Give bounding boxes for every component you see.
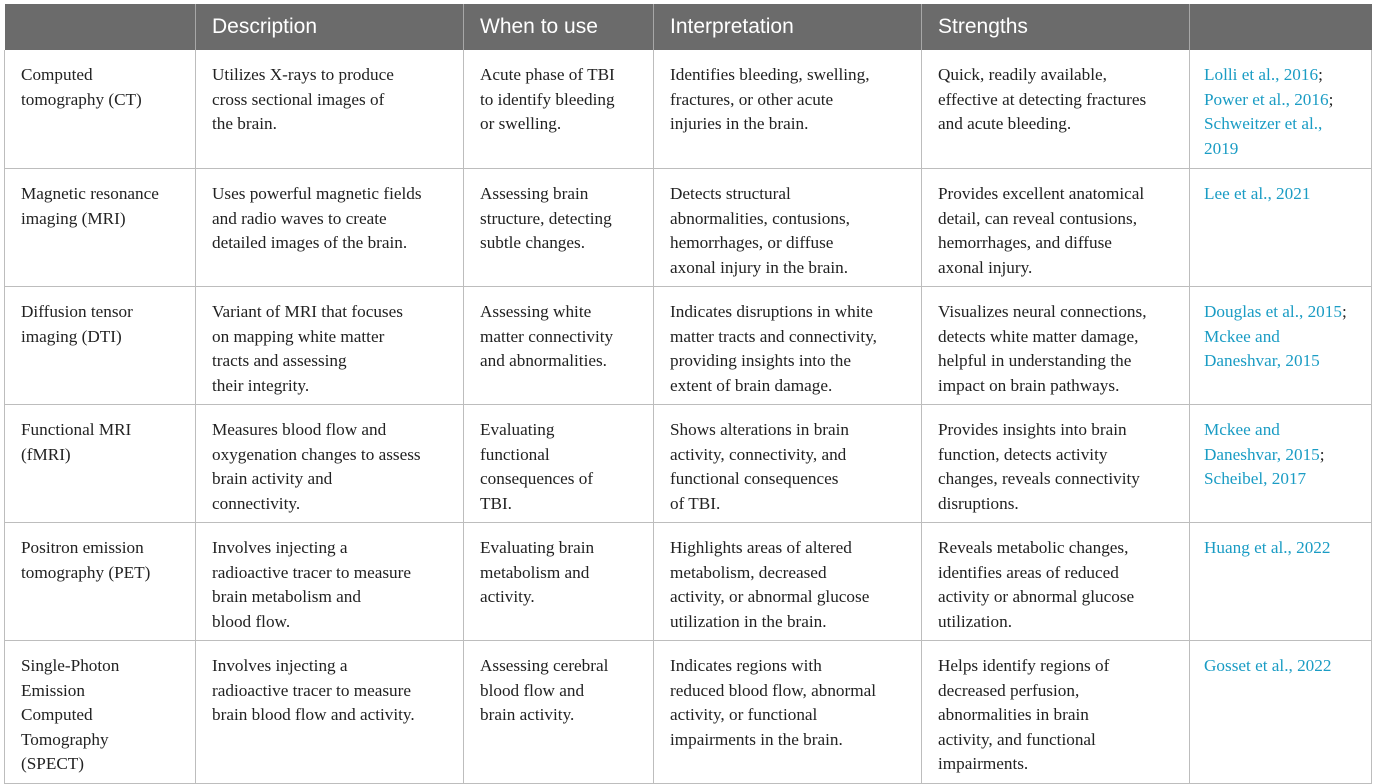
header-interpretation: Interpretation (654, 4, 922, 50)
reference-link[interactable]: Mckee and Daneshvar, 2015 (1204, 326, 1320, 370)
reference-link[interactable]: Power et al., 2016 (1204, 89, 1329, 109)
reference-link[interactable]: Douglas et al., 2015 (1204, 302, 1342, 321)
cell-description: Uses powerful magnetic fields and radio waves to create detailed images of the brain. (196, 169, 464, 287)
cell-interpretation: Shows alterations in brain activity, connectivity, and functional consequences of TBI. (654, 405, 922, 523)
cell-references (1190, 50, 1372, 169)
cell-description: Involves injecting a radioactive tracer to measure brain metabolism and blood flow. (196, 523, 464, 641)
table-header (5, 4, 1372, 50)
cell-when-to-use: Evaluating functional consequences of TBI. (464, 405, 654, 523)
reference-link[interactable]: Mckee and Daneshvar, 2015 (1204, 420, 1320, 464)
header-when-to-use: When to use (464, 4, 654, 50)
cell-technique: Computed tomography (CT) (5, 50, 196, 169)
header-row (5, 4, 1372, 50)
cell-description: Measures blood flow and oxygenation changes to assess brain activity and connectivity. (196, 405, 464, 523)
table-row (5, 641, 1372, 784)
table-body (5, 50, 1372, 784)
cell-when-to-use: Assessing brain structure, detecting subtle changes. (464, 169, 654, 287)
cell-description: Involves injecting a radioactive tracer to measure brain blood flow and activity. (196, 641, 464, 784)
reference-separator: ; (1341, 302, 1347, 321)
cell-references (1190, 523, 1372, 641)
cell-interpretation: Detects structural abnormalities, contusions, hemorrhages, or diffuse axonal injury in the brain. (654, 169, 922, 287)
reference-separator: ; (1328, 89, 1334, 109)
reference-link[interactable]: Gosset et al., 2022 (1204, 656, 1332, 675)
cell-strengths: Reveals metabolic changes, identifies areas of reduced activity or abnormal glucose utilization. (922, 523, 1190, 641)
cell-interpretation: Indicates regions with reduced blood flow, abnormal activity, or functional impairments in the brain. (654, 641, 922, 784)
imaging-techniques-table (4, 4, 1372, 784)
reference-link[interactable]: Lolli et al., 2016 (1204, 65, 1319, 84)
cell-strengths: Helps identify regions of decreased perfusion, abnormalities in brain activity, and functional impairments. (922, 641, 1190, 784)
cell-technique: Single-Photon Emission Computed Tomography (SPECT) (5, 641, 196, 784)
cell-technique: Functional MRI (fMRI) (5, 405, 196, 523)
cell-technique: Positron emission tomography (PET) (5, 523, 196, 641)
cell-strengths: Provides insights into brain function, detects activity changes, reveals connectivity disruptions. (922, 405, 1190, 523)
cell-strengths: Provides excellent anatomical detail, can reveal contusions, hemorrhages, and diffuse axonal injury. (922, 169, 1190, 287)
cell-technique: Diffusion tensor imaging (DTI) (5, 287, 196, 405)
reference-link[interactable]: Schweitzer et al., 2019 (1204, 114, 1323, 158)
cell-when-to-use: Acute phase of TBI to identify bleeding or swelling. (464, 50, 654, 169)
reference-link[interactable]: Lee et al., 2021 (1204, 184, 1311, 203)
header-description: Description (196, 4, 464, 50)
cell-when-to-use: Evaluating brain metabolism and activity. (464, 523, 654, 641)
cell-description: Utilizes X-rays to produce cross sectional images of the brain. (196, 50, 464, 169)
cell-technique: Magnetic resonance imaging (MRI) (5, 169, 196, 287)
header-strengths: Strengths (922, 4, 1190, 50)
cell-references (1190, 287, 1372, 405)
cell-description: Variant of MRI that focuses on mapping white matter tracts and assessing their integrity. (196, 287, 464, 405)
table-row (5, 287, 1372, 405)
cell-when-to-use: Assessing white matter connectivity and abnormalities. (464, 287, 654, 405)
cell-strengths: Visualizes neural connections, detects white matter damage, helpful in understanding the impact on brain pathways. (922, 287, 1190, 405)
table-row (5, 50, 1372, 169)
header-references (1190, 4, 1372, 50)
table-row (5, 169, 1372, 287)
cell-references (1190, 641, 1372, 784)
reference-link[interactable]: Scheibel, 2017 (1204, 469, 1307, 488)
cell-references (1190, 405, 1372, 523)
cell-references (1190, 169, 1372, 287)
reference-link[interactable]: Huang et al., 2022 (1204, 538, 1331, 557)
cell-strengths: Quick, readily available, effective at detecting fractures and acute bleeding. (922, 50, 1190, 169)
reference-separator: ; (1319, 444, 1325, 464)
table-row (5, 405, 1372, 523)
cell-interpretation: Indicates disruptions in white matter tracts and connectivity, providing insights into the extent of brain damage. (654, 287, 922, 405)
cell-when-to-use: Assessing cerebral blood flow and brain activity. (464, 641, 654, 784)
table-row (5, 523, 1372, 641)
header-technique (5, 4, 196, 50)
cell-interpretation: Identifies bleeding, swelling, fractures, or other acute injuries in the brain. (654, 50, 922, 169)
cell-interpretation: Highlights areas of altered metabolism, decreased activity, or abnormal glucose utilization in the brain. (654, 523, 922, 641)
reference-separator: ; (1318, 65, 1323, 84)
